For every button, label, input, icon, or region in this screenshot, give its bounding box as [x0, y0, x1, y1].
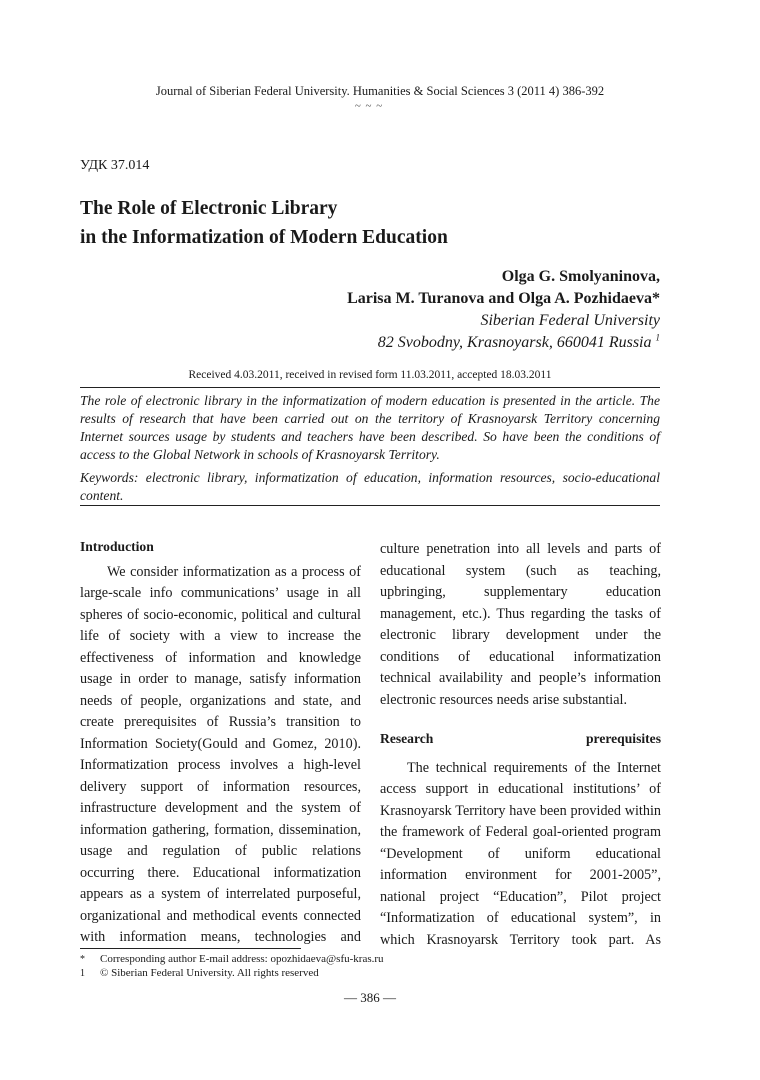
left-column	[80, 536, 361, 949]
address-footnote-mark: 1	[655, 332, 660, 343]
title-line-2: in the Informatization of Modern Education	[80, 227, 448, 248]
journal-header: Journal of Siberian Federal University. Humanities & Social Sciences 3 (2011 4) 386-392	[155, 84, 605, 98]
article-title	[80, 194, 448, 252]
right-column	[380, 539, 661, 951]
title-line-1: The Role of Electronic Library	[80, 198, 338, 219]
udk-code: УДК 37.014	[80, 158, 150, 173]
keywords: Keywords: electronic library, informatization of education, information resources, socio-educational content.	[80, 470, 660, 503]
footnote-mark: 1	[80, 968, 85, 979]
introduction-heading: Introduction	[80, 539, 154, 554]
footnote-corresponding-author	[80, 952, 384, 967]
header-ornament: ~ ~ ~	[354, 100, 384, 112]
page-number: — 386 —	[344, 990, 396, 1005]
address-text: 82 Svobodny, Krasnoyarsk, 660041 Russia	[377, 334, 652, 351]
address	[347, 332, 660, 354]
received-dates: Received 4.03.2011, received in revised form 11.03.2011, accepted 18.03.2011	[188, 369, 552, 381]
footnote-text: © Siberian Federal University. All rights reserved	[100, 967, 319, 979]
abstract-bottom-rule	[80, 505, 660, 506]
research-prerequisites-heading: Research prerequisites	[380, 731, 661, 746]
abstract: The role of electronic library in the informatization of modern education is presented in the article. The results of research that have been carried out on the territory of Krasnoyarsk Territory concerning Internet sources usage by students and teachers have been described. So have been the conditions of access to the Global Network in schools of Krasnoyarsk Territory.	[80, 393, 660, 462]
footnote-rule	[80, 948, 301, 949]
affiliation: Siberian Federal University	[480, 312, 660, 329]
authors-line-1: Olga G. Smolyaninova,	[501, 268, 660, 285]
abstract-top-rule	[80, 387, 660, 388]
authors-line-2: Larisa M. Turanova and Olga A. Pozhidaeva*	[347, 290, 660, 307]
footnote-text: Corresponding author E-mail address: opozhidaeva@sfu-kras.ru	[100, 953, 384, 965]
footnote-mark: *	[80, 954, 85, 965]
research-prerequisites-paragraph: The technical requirements of the Internet access support in educational institutions’ of Krasnoyarsk Territory have been provided within the framework of Federal goal-oriented program “Development of uniform educational information environment for 2001-2005”, national project “Education”, Pilot project “Informatization of educational system”, in which Krasnoyarsk Territory took part. As	[380, 759, 661, 948]
footnote-copyright	[80, 966, 319, 981]
introduction-continued-paragraph: culture penetration into all levels and parts of educational system (such as teaching, upbringing, supplementary education management, etc.). Thus regarding the tasks of electronic library development under the conditions of educational informatization technical availability and people’s information electronic resources needs arise substantial.	[380, 541, 661, 708]
author-block	[347, 266, 660, 354]
introduction-paragraph: We consider informatization as a process of large-scale info communications’ usage in all spheres of socio-economic, political and cultural life of society with a view to increase the effectiveness of information and knowledge usage in order to manage, satisfy information needs of people, organizations and state, and create prerequisites of Russia’s transition to Information Society(Gould and Gomez, 2010). Informatization process involves a high-level delivery support of information resources, infrastructure development and the system of information gathering, formation, dissemination, usage and regulation of public relations occurring there. Educational informatization appears as a system of interrelated purposeful, organizational and methodical events connected with information means, technologies and	[80, 563, 361, 945]
